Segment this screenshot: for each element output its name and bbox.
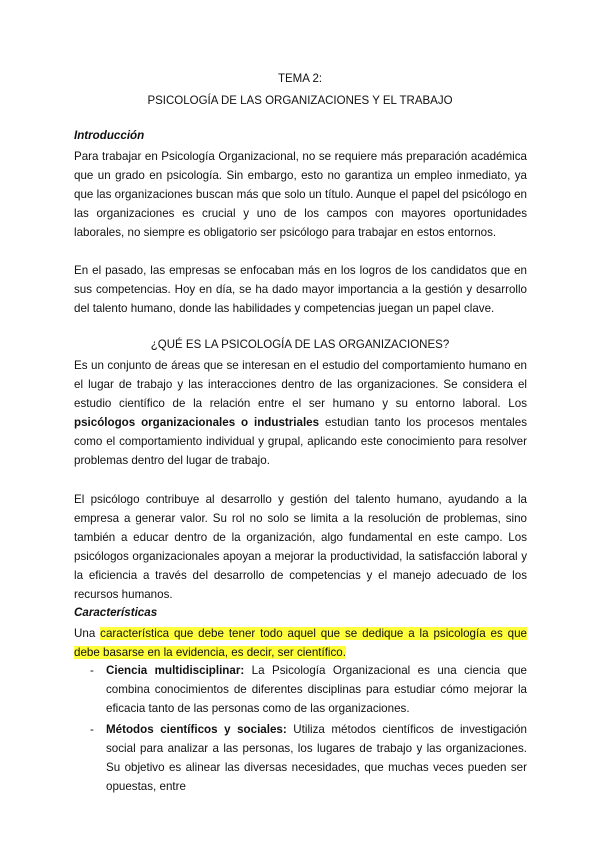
bold-term: psicólogos organizacionales o industriales — [74, 416, 320, 429]
list-item-term: Métodos científicos y sociales: — [106, 723, 287, 736]
document-title-line2: PSICOLOGÍA DE LAS ORGANIZACIONES Y EL TRABAJO — [147, 95, 453, 107]
list-item-text: Utiliza métodos científicos de investigación social para analizar a las personas, los lugares de trabajo y las organizaciones. Su objetivo es alinear las diversas necesidades, que muchas veces pueden ser opuestas, entre — [106, 723, 527, 793]
dash-bullet: - — [90, 723, 94, 736]
list-item — [90, 661, 527, 718]
dash-bullet: - — [90, 664, 94, 677]
list-item-term: Ciencia multidisciplinar: — [106, 664, 245, 677]
intro-paragraph-1: Para trabajar en Psicología Organizacional, no se requiere más preparación académica que un grado en psicología. Sin embargo, esto no garantiza un empleo inmediato, ya que las organizaciones buscan más que solo un título. Aunque el papel del psicólogo en las organizaciones es crucial y uno de los campos con mayores oportunidades laborales, no siempre es obligatorio ser psicólogo para trabajar en estos entornos. — [74, 150, 527, 239]
highlighted-text: característica que debe tener todo aquel que se dedique a la psicología es que debe basarse en la evidencia, es decir, ser científico. — [74, 627, 527, 659]
intro-heading: Introducción — [74, 129, 145, 142]
features-intro — [74, 624, 527, 662]
section-paragraph-1 — [74, 356, 527, 470]
features-heading: Características — [74, 606, 158, 619]
document-title-line1: TEMA 2: — [277, 73, 323, 85]
list-item-text: La Psicología Organizacional es una ciencia que combina conocimientos de diferentes disciplinas para estudiar cómo mejorar la eficacia tanto de las personas como de las organizaciones. — [106, 664, 527, 715]
list-item — [90, 720, 527, 796]
section-paragraph-2: El psicólogo contribuye al desarrollo y gestión del talento humano, ayudando a la empresa a generar valor. Su rol no solo se limita a la resolución de problemas, sino también a educar dentro de la organización, algo fundamental en este campo. Los psicólogos organizacionales apoyan a mejorar la productividad, la satisfacción laboral y la eficiencia a través del desarrollo de competencias y el manejo adecuado de los recursos humanos. — [74, 493, 527, 601]
features-list — [90, 661, 527, 798]
paragraph-text: estudian tanto los procesos mentales como el comportamiento individual y grupal, aplicando este conocimiento para resolver problemas dentro del lugar de trabajo. — [74, 416, 527, 467]
intro-paragraph-2: En el pasado, las empresas se enfocaban más en los logros de los candidatos que en sus competencias. Hoy en día, se ha dado mayor importancia a la gestión y desarrollo del talento humano, donde las habilidades y competencias juegan un papel clave. — [74, 264, 527, 315]
section-heading-what-is: ¿QUÉ ES LA PSICOLOGÍA DE LAS ORGANIZACIONES? — [150, 339, 450, 351]
paragraph-text: Es un conjunto de áreas que se interesan en el estudio del comportamiento humano en el lugar de trabajo y las interacciones dentro de las organizaciones. Se considera el estudio científico de la relación entre el ser humano y su entorno laboral. Los — [74, 359, 527, 410]
paragraph-text: Una — [74, 627, 101, 640]
